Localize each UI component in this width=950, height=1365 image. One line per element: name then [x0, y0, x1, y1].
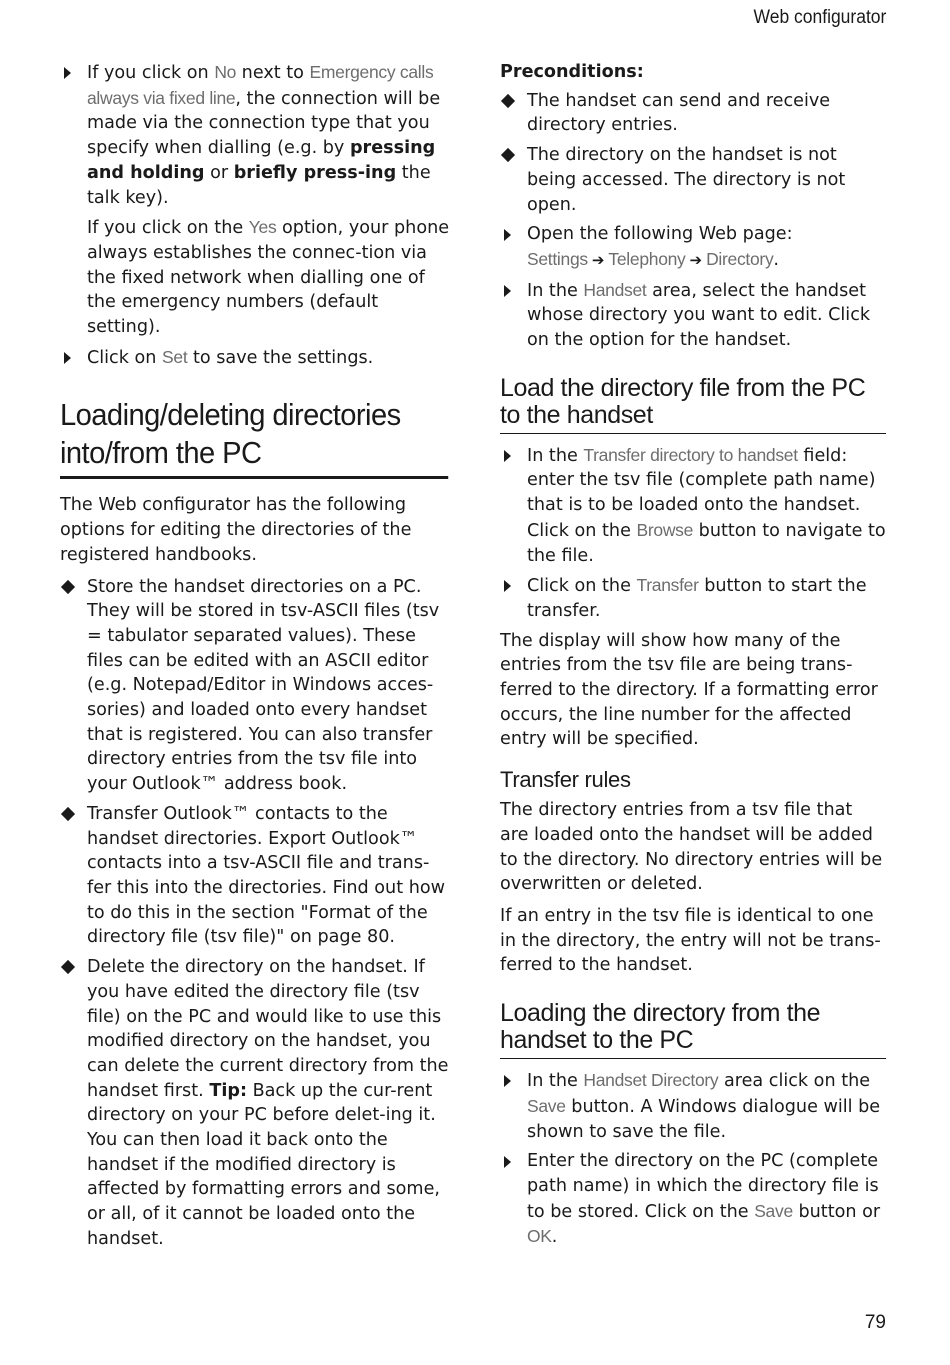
- bullet-continuation-yes-option: [60, 215, 450, 340]
- text: In the: [527, 445, 584, 466]
- preconditions-label: Preconditions:: [500, 62, 644, 82]
- text: Click on the: [527, 576, 637, 597]
- subheading-load-directory: Load the directory file from the PC to the handset: [500, 375, 886, 434]
- arrow-bullet-icon: [60, 60, 80, 87]
- diamond-item-delete: [60, 955, 450, 1251]
- text: button to start the transfer.: [527, 576, 867, 621]
- text: Store the handset directories on a PC. They will be stored in tsv-ASCII files (tsv = tabulator separated values). These files can be edited with an ASCII editor (e.g. Notepad/Editor in Windows acces-sories) and loaded onto every handset that is registered. You can also transfer directory entries from the tsv file into your Outlook™ address book.: [87, 576, 440, 795]
- tip-label: Tip:: [209, 1080, 247, 1101]
- text: .: [773, 249, 779, 270]
- ui-label-yes: Yes: [248, 217, 277, 238]
- text: Back up the cur-rent directory on your PC before delet-ing it. You can then load it back onto the handset if the modified directory is affected by formatting errors and some, or all, of it cannot be loaded onto the handset.: [87, 1080, 440, 1249]
- arrow-bullet-icon: [500, 1068, 520, 1095]
- left-column: [60, 60, 450, 1257]
- arrow-right-icon: ➔: [591, 250, 605, 269]
- arrow-bullet-icon: [500, 573, 520, 600]
- arrow-bullet-icon: [500, 222, 520, 249]
- paragraph-display-info: The display will show how many of the entries from the tsv file are being trans-ferred to the directory. If a formatting error occurs, the line number for the affected entry will be specified.: [500, 630, 878, 750]
- arrow-bullet-icon: [500, 443, 520, 470]
- intro-paragraph: The Web configurator has the following options for editing the directories of the registered handbooks.: [60, 495, 412, 565]
- paragraph-rules-1: The directory entries from a tsv file that are loaded onto the handset will be added to the directory. No directory entries will be overwritten or deleted.: [500, 800, 883, 895]
- running-header: Web configurator: [753, 7, 886, 28]
- paragraph-rules-2: If an entry in the tsv file is identical to one in the directory, the entry will not be trans-ferred to the handset.: [500, 905, 881, 976]
- nav-directory: Directory: [706, 248, 774, 269]
- text: In the: [527, 1071, 584, 1092]
- diamond-bullet-icon: [60, 955, 80, 980]
- diamond-item-precondition-1: [500, 89, 886, 138]
- ui-label-save: Save: [754, 1200, 793, 1221]
- bullet-item-handset-directory: [500, 1068, 886, 1144]
- bold-text: pressing and holding: [87, 138, 436, 183]
- arrow-bullet-icon: [500, 278, 520, 305]
- bullet-item-click-transfer: [500, 573, 886, 623]
- ui-label-no: No: [214, 62, 237, 82]
- diamond-bullet-icon: [500, 143, 520, 168]
- text: Transfer Outlook™ contacts to the handset directories. Export Outlook™ contacts into a tsv-ASCII file and trans-fer this into the directories. Find out how to do this in the section "Format of the directory file (tsv file)" on page 80.: [87, 803, 446, 948]
- ui-label-emergency-calls: Emergency calls always via fixed line: [87, 62, 434, 108]
- bullet-item-no-option: [60, 60, 450, 210]
- text: Open the following Web page:: [527, 224, 793, 245]
- ui-label-browse: Browse: [636, 519, 694, 540]
- text: option, your phone always establishes the connec-tion via the fixed network when dialling one of the emergency numbers (default setting).: [87, 218, 450, 338]
- arrow-bullet-icon: [60, 345, 80, 372]
- text: field: enter the tsv file (complete path name) that is to be loaded onto the handset. Click on the: [527, 445, 876, 541]
- ui-label-handset: Handset: [583, 279, 647, 300]
- arrow-right-icon: ➔: [689, 250, 703, 269]
- diamond-bullet-icon: [500, 89, 520, 114]
- right-column: [500, 60, 886, 1255]
- text: .: [551, 1227, 558, 1248]
- nav-telephony: Telephony: [608, 248, 686, 269]
- text: button. A Windows dialogue will be shown to save the file.: [527, 1096, 881, 1142]
- diamond-item-transfer-outlook: [60, 802, 450, 950]
- bold-text: briefly press-ing: [233, 162, 397, 183]
- text: The handset can send and receive directory entries.: [527, 90, 831, 136]
- text: area click on the: [718, 1071, 871, 1092]
- ui-label-transfer: Transfer: [636, 575, 699, 596]
- text: the talk key).: [87, 162, 431, 208]
- ui-label-transfer-directory: Transfer directory to handset: [583, 444, 798, 465]
- bullet-item-select-handset: [500, 278, 886, 353]
- text: next to: [236, 63, 310, 83]
- text: to save the settings.: [187, 347, 374, 368]
- bullet-item-click-set: [60, 345, 450, 371]
- ui-label-set: Set: [162, 346, 188, 367]
- text: Enter the directory on the PC (complete path name) in which the directory file is to be stored. Click on the: [527, 1151, 879, 1222]
- text: If you click on: [87, 63, 215, 83]
- text: or: [204, 162, 234, 183]
- text: area, select the handset whose directory you want to edit. Click on the option for the handset.: [527, 280, 871, 351]
- ui-label-save: Save: [527, 1095, 566, 1116]
- diamond-bullet-icon: [60, 802, 80, 827]
- nav-settings: Settings: [527, 248, 588, 269]
- arrow-bullet-icon: [500, 1149, 520, 1176]
- text: If you click on the: [87, 218, 249, 239]
- subheading-load-to-pc: Loading the directory from the handset to the PC: [500, 1000, 886, 1059]
- bullet-item-open-page: [500, 222, 886, 272]
- text: button or: [792, 1201, 881, 1222]
- diamond-item-precondition-2: [500, 143, 886, 217]
- diamond-bullet-icon: [60, 575, 80, 600]
- diamond-item-store: [60, 575, 450, 797]
- text: In the: [527, 280, 584, 301]
- ui-label-handset-directory: Handset Directory: [583, 1070, 719, 1091]
- subheading-transfer-rules: Transfer rules: [500, 767, 631, 793]
- bullet-item-enter-directory: [500, 1149, 886, 1250]
- text: Delete the directory on the handset. If you have edited the directory file (tsv file) on the PC and would like to use this modified directory on the handset, you can delete the current directory from the handset first.: [87, 957, 449, 1101]
- text: button to navigate to the file.: [527, 520, 886, 566]
- text: The directory on the handset is not being accessed. The directory is not open.: [527, 145, 846, 215]
- page-number: 79: [864, 1312, 886, 1333]
- section-heading: Loading/deleting directories into/from the PC: [60, 396, 449, 479]
- text: Click on: [87, 347, 163, 368]
- text: , the connection will be made via the connection type that you specify when dialling (e.g. by: [87, 88, 441, 159]
- bullet-item-transfer-field: [500, 443, 886, 569]
- ui-label-ok: OK: [527, 1226, 552, 1247]
